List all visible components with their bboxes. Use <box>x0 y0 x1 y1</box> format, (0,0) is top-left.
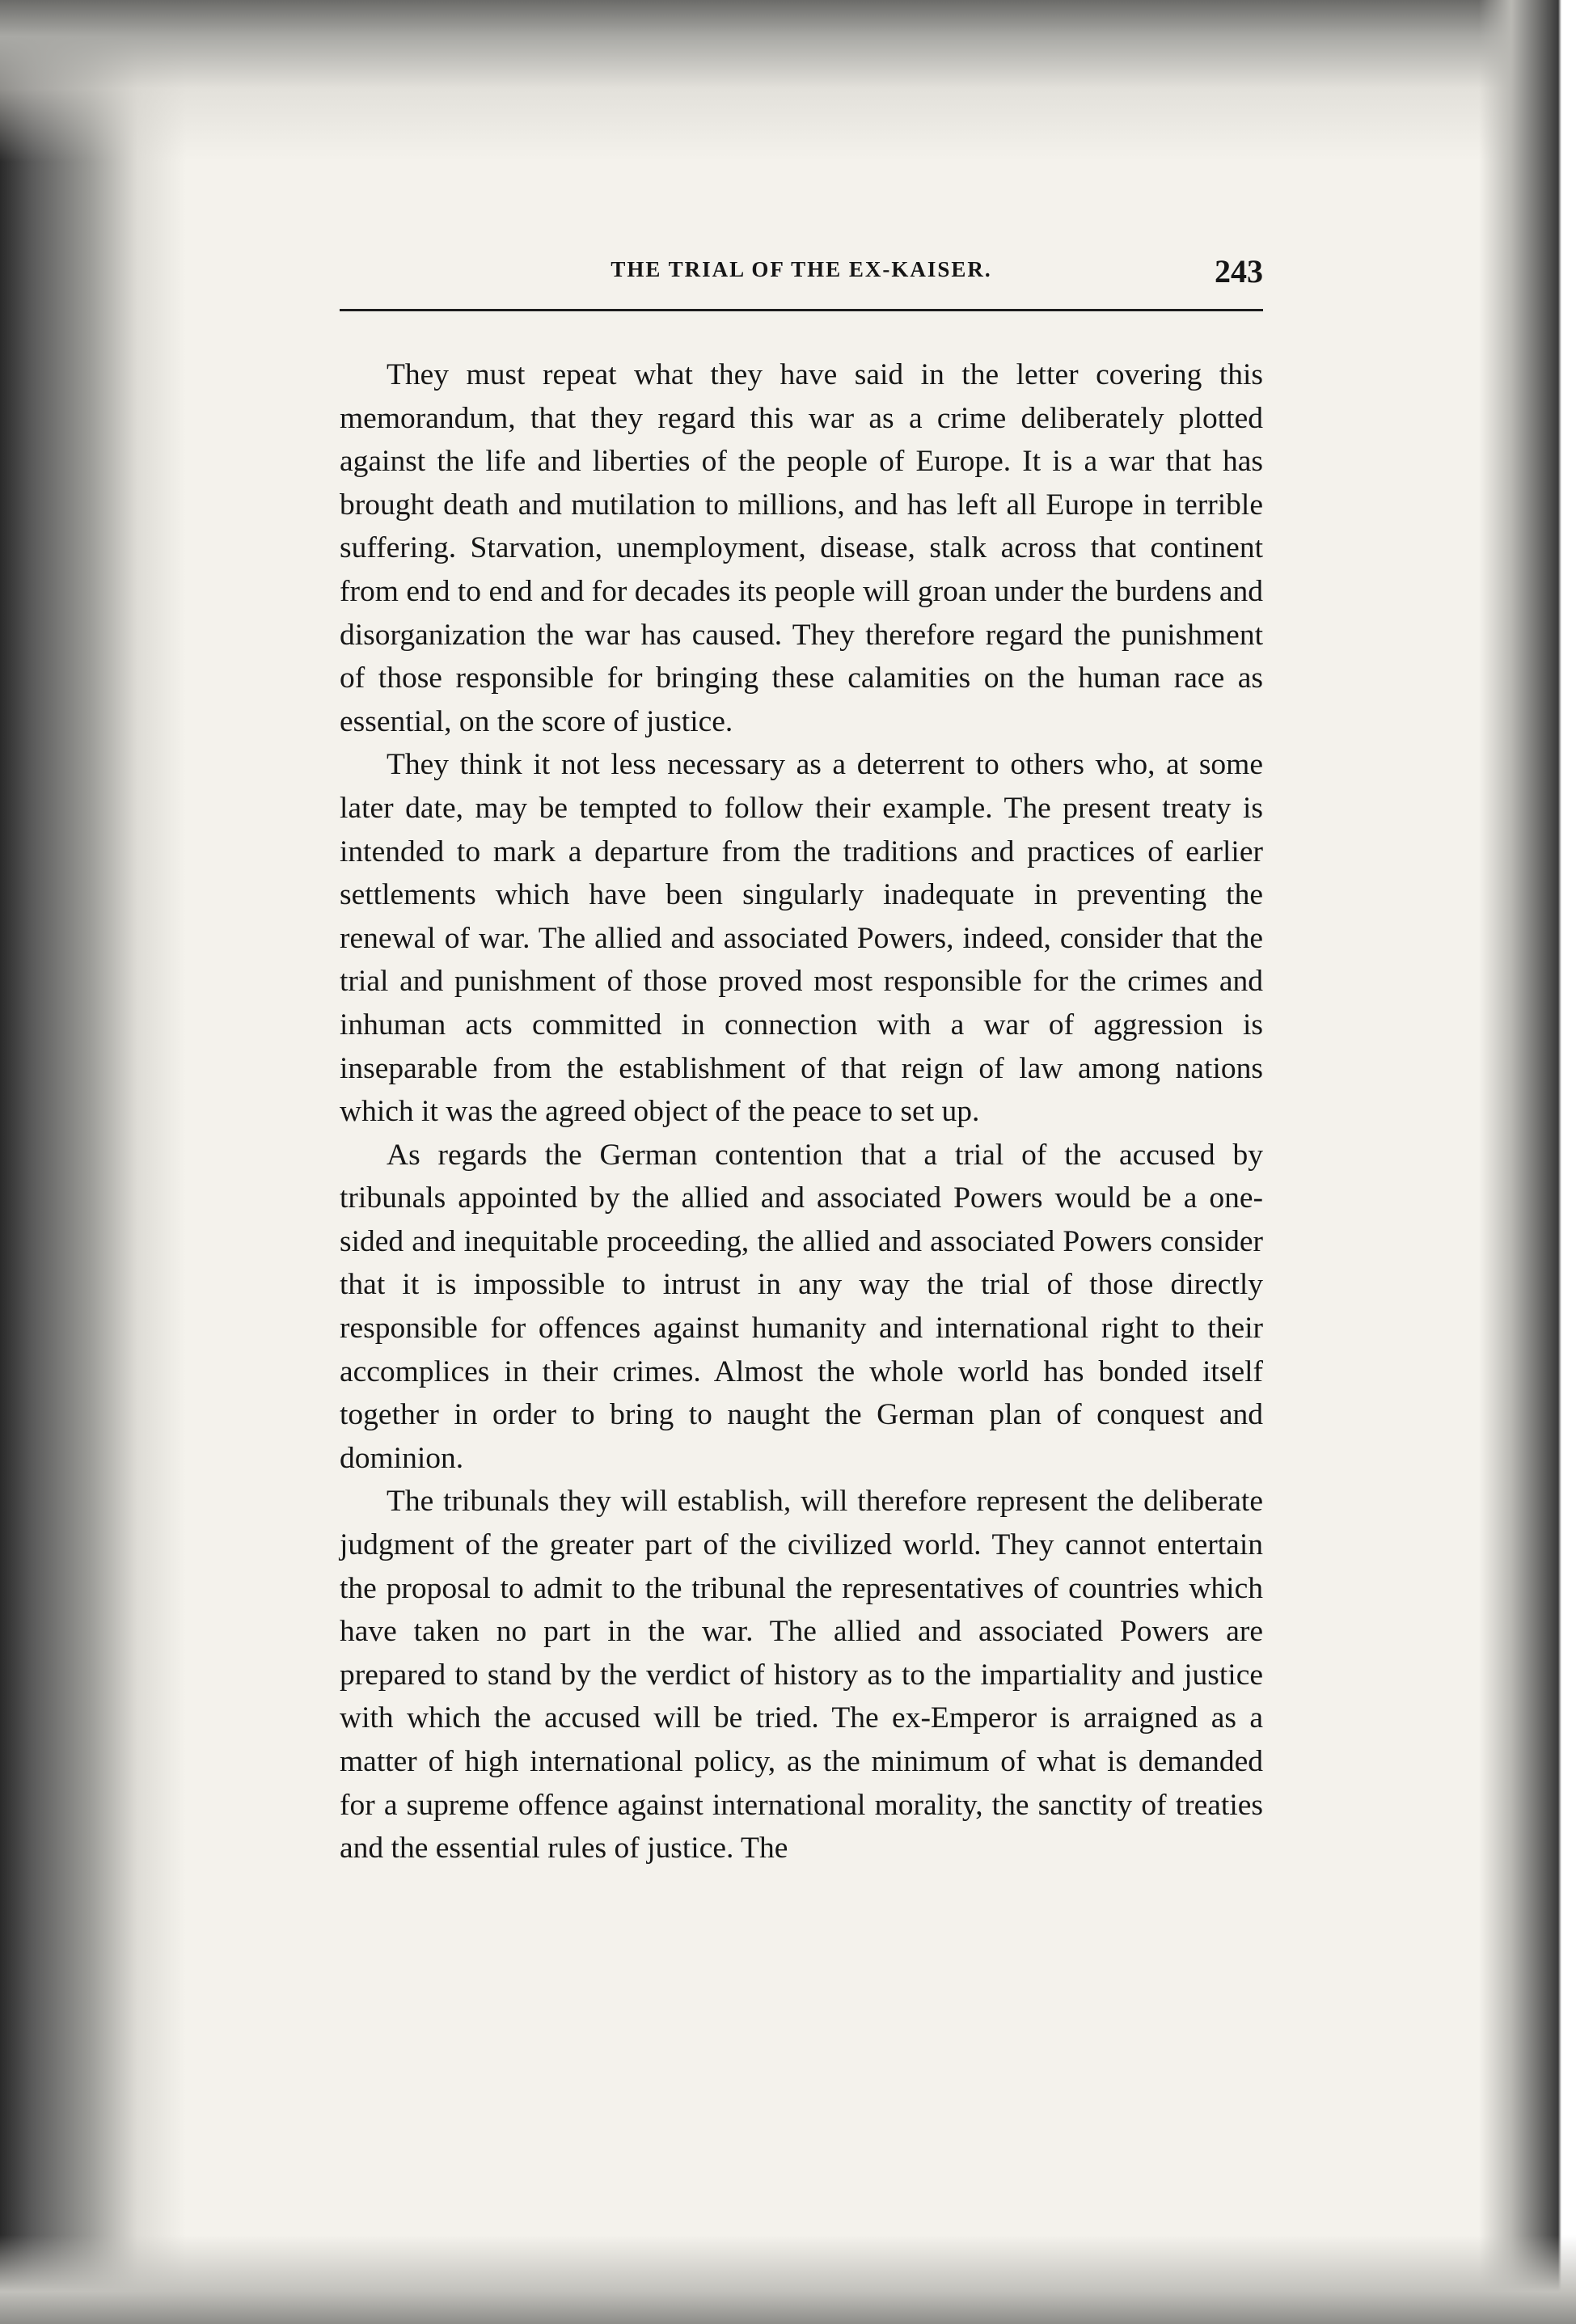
header-rule <box>340 309 1263 311</box>
running-head: THE TRIAL OF THE EX-KAISER. <box>611 257 992 281</box>
paragraph-4: The tribunals they will establish, will therefore represent the deliberate judgment of the greater part of the civilized world. They cannot entertain the proposal to admit to the tribunal the representatives of countries which have taken no part in the war. The allied and associated Powers are prepared to stand by the verdict of history as to the impartiality and justice with which the accused will be tried. The ex-Emperor is arraigned as a matter of high international policy, as the minimum of what is demanded for a supreme offence against international morality, the sanctity of treaties and the essential rules of justice. The <box>340 1485 1263 1866</box>
paragraph-2: They think it not less necessary as a deterrent to others who, at some later date, may be tempted to follow their example. The present treaty is intended to mark a departure from the traditions and practices of earlier settlements which have been singularly inadequate in preventing the renewal of war. The allied and associated Powers, indeed, consider that the trial and punishment of those proved most responsible for the crimes and inhuman acts committed in connection with a war of aggression is inseparable from the establishment of that reign of law among nations which it was the agreed object of the peace to set up. <box>340 748 1263 1129</box>
paragraph-1: They must repeat what they have said in the letter covering this memorandum, that they regard this war as a crime deliberately plotted against the life and liberties of the people of Europe. It is a war that has brought death and mutilation to millions, and has left all Europe in terrible suffering. Starvation, unemployment, disease, stalk across that continent from end to end and for decades its people will groan under the burdens and disorganization the war has caused. They therefore regard the punishment of those responsible for bringing these calamities on the human race as essential, on the score of justice. <box>340 358 1263 738</box>
page-header <box>340 253 1263 294</box>
scan-shadow-top <box>0 0 1576 162</box>
body-text <box>340 353 1263 1870</box>
scan-shadow-right <box>1479 0 1576 2324</box>
paragraph-3: As regards the German contention that a trial of the accused by tribunals appointed by the allied and associated Powers would be a one-sided and inequitable proceeding, the allied and associated Powers consider that it is impossible to intrust in any way the trial of those directly responsible for offences against humanity and international right to their accomplices in their crimes. Almost the whole world has bonded itself together in order to bring to naught the German plan of conquest and dominion. <box>340 1138 1263 1475</box>
scan-shadow-left <box>0 0 186 2324</box>
page-number: 243 <box>1215 253 1263 289</box>
scan-shadow-bottom <box>0 2235 1576 2324</box>
book-page <box>340 253 1263 1870</box>
